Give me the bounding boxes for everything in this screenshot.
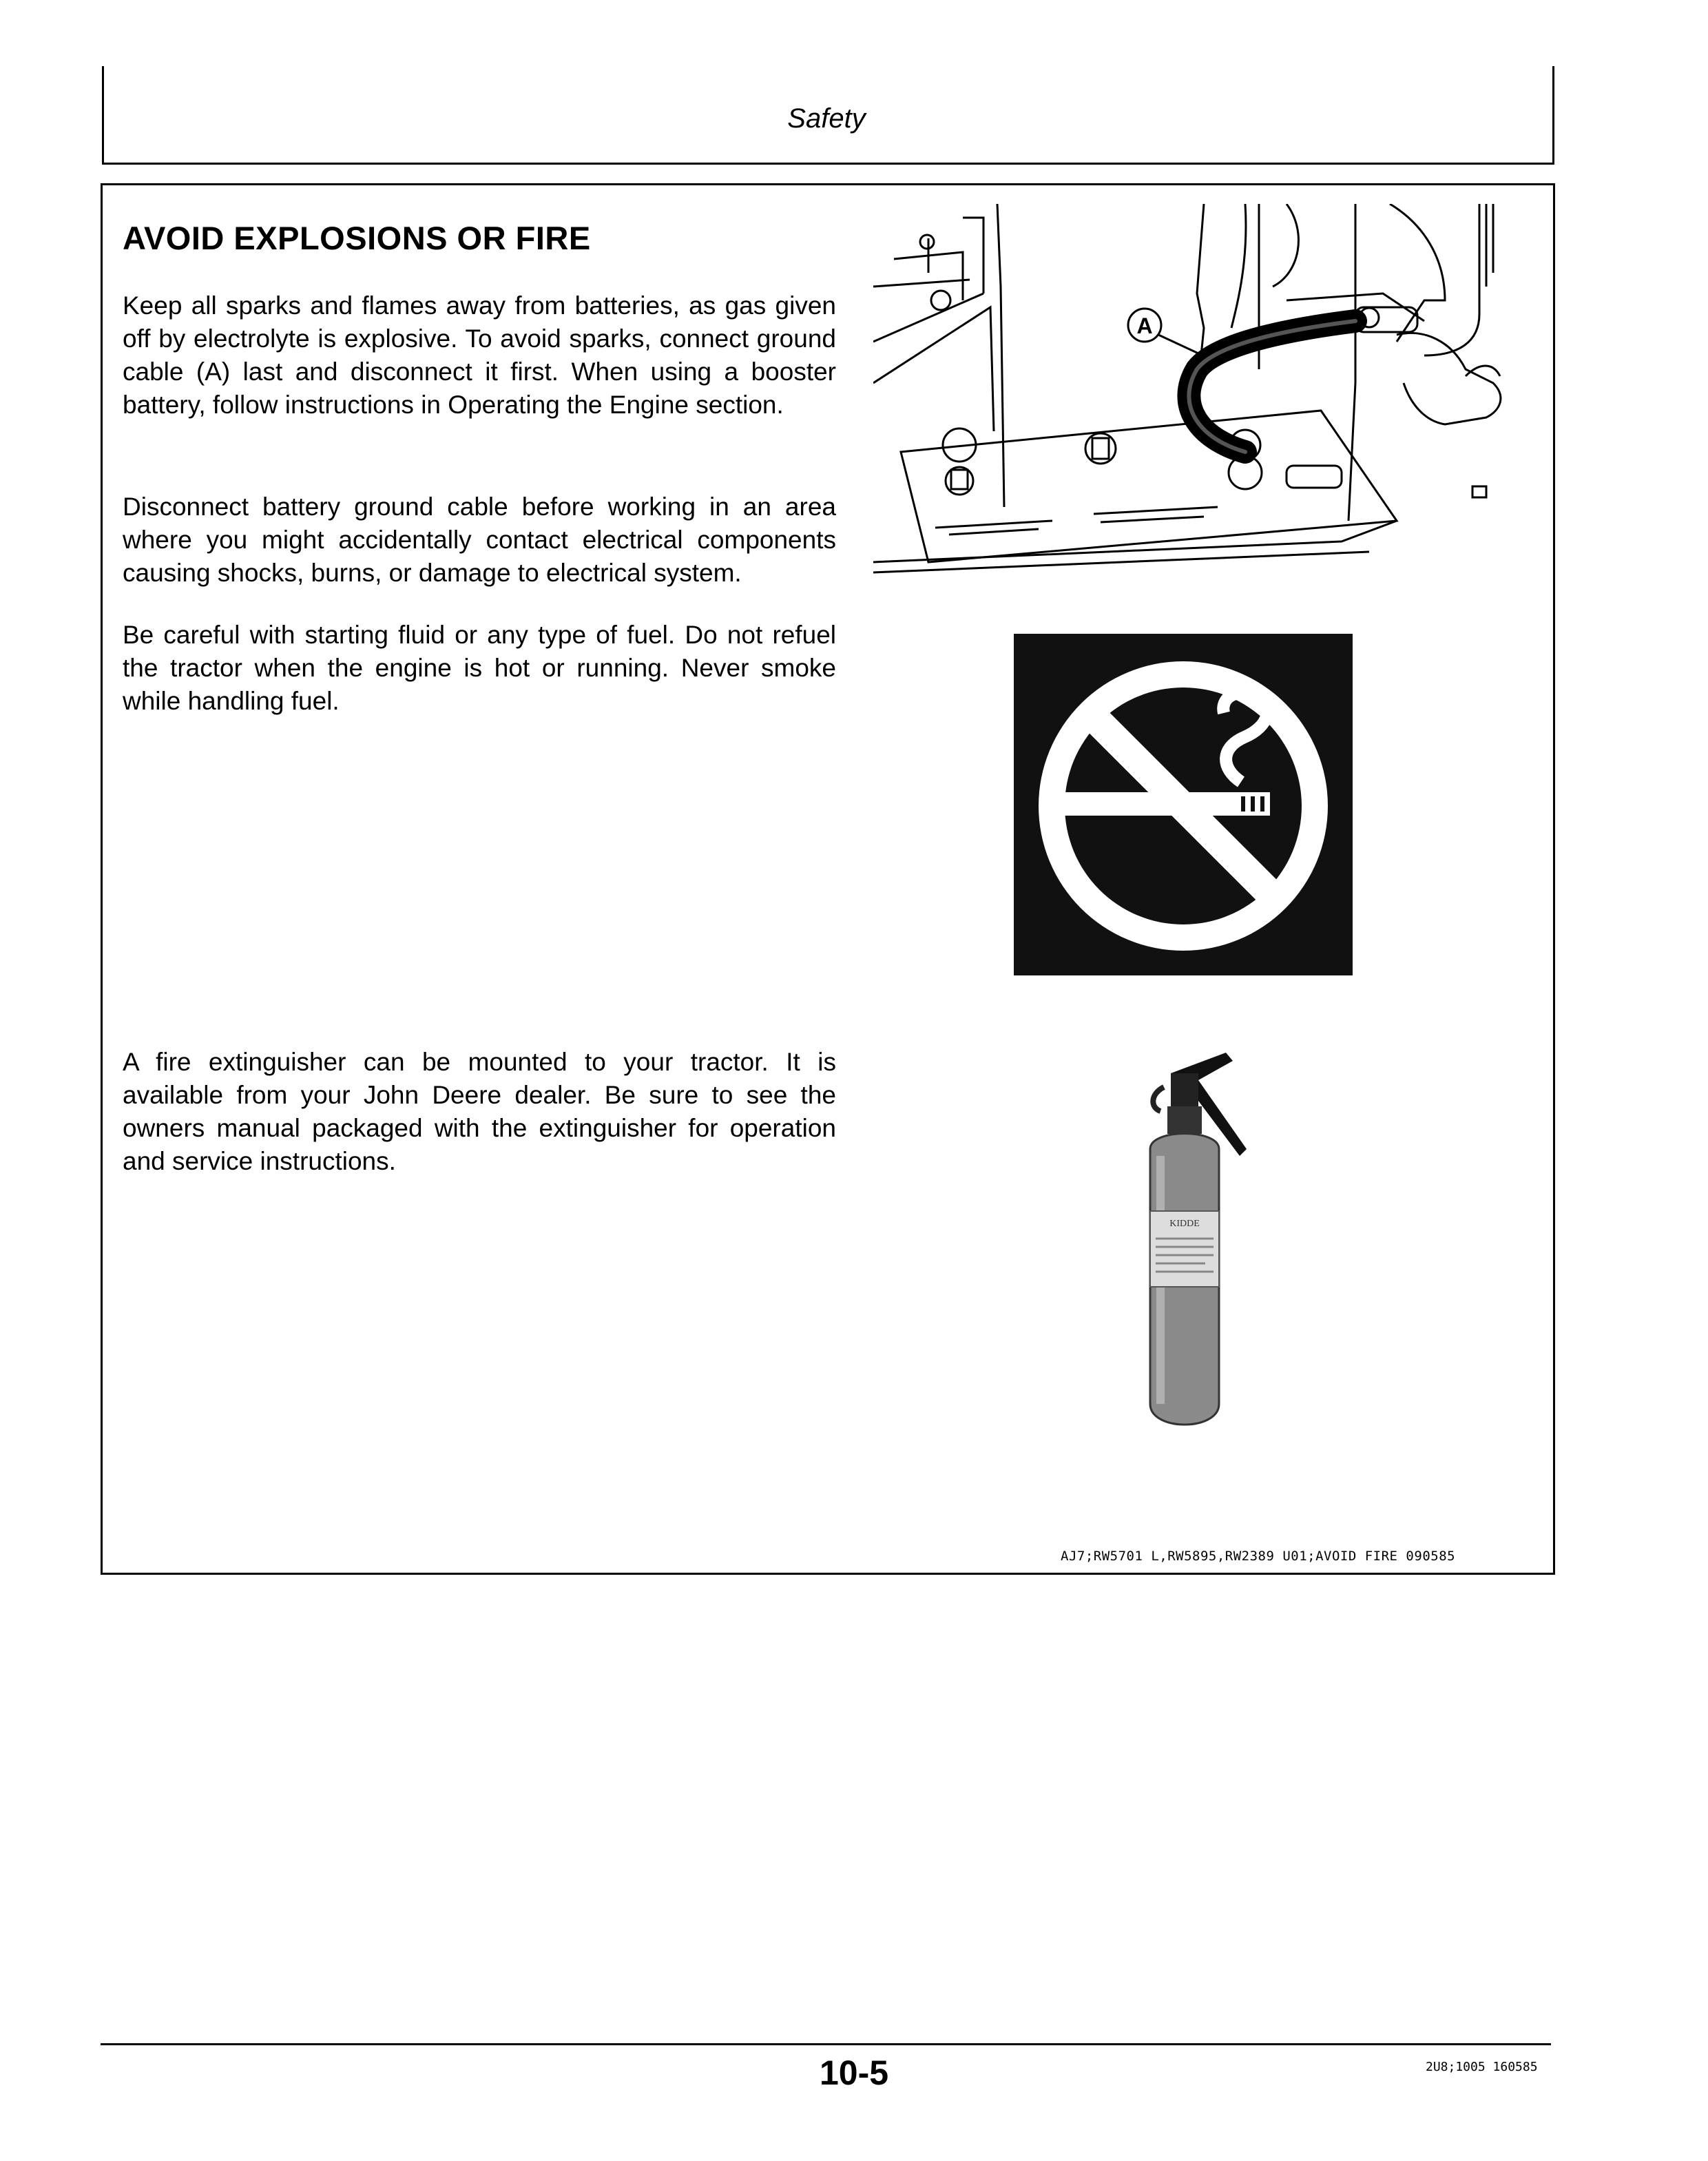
footer-rule: [101, 2043, 1551, 2045]
callout-a-label: A: [1136, 313, 1153, 338]
paragraph-fuel: Be careful with starting fluid or any type of fuel. Do not refuel the tractor when the engine is hot or running. Never smoke while handling fuel.: [123, 621, 836, 715]
footer-code: 2U8;1005 160585: [1426, 2060, 1538, 2074]
no-smoking-icon: [1014, 634, 1353, 975]
section-title: Safety: [787, 103, 866, 134]
paragraph-extinguisher: A fire extinguisher can be mounted to your tractor. It is available from your John Deere dealer. Be sure to see the owners manual packaged with the extinguisher for operation and service instructions.: [123, 1048, 836, 1175]
page-heading: AVOID EXPLOSIONS OR FIRE: [123, 220, 591, 256]
battery-ground-cable-illustration: [873, 204, 1507, 590]
extinguisher-label: KIDDE: [1169, 1219, 1200, 1229]
paragraph-batteries: Keep all sparks and flames away from batteries, as gas given off by electrolyte is explosive. To avoid sparks, connect ground cable (A) last and disconnect it first. When using a booster battery, follow instructions in Operating the Engine section.: [123, 291, 836, 419]
header-rule-left: [102, 66, 104, 164]
header-rule-right: [1552, 66, 1554, 164]
page-number: 10-5: [819, 2054, 889, 2092]
fire-extinguisher-photo: [1123, 1046, 1267, 1445]
paragraph-disconnect: Disconnect battery ground cable before working in an area where you might accidentally contact electrical components causing shocks, burns, or damage to electrical system.: [123, 493, 836, 587]
header-rule-bottom: [102, 163, 1554, 165]
reference-code: AJ7;RW5701 L,RW5895,RW2389 U01;AVOID FIRE 090585: [1061, 1549, 1456, 1564]
